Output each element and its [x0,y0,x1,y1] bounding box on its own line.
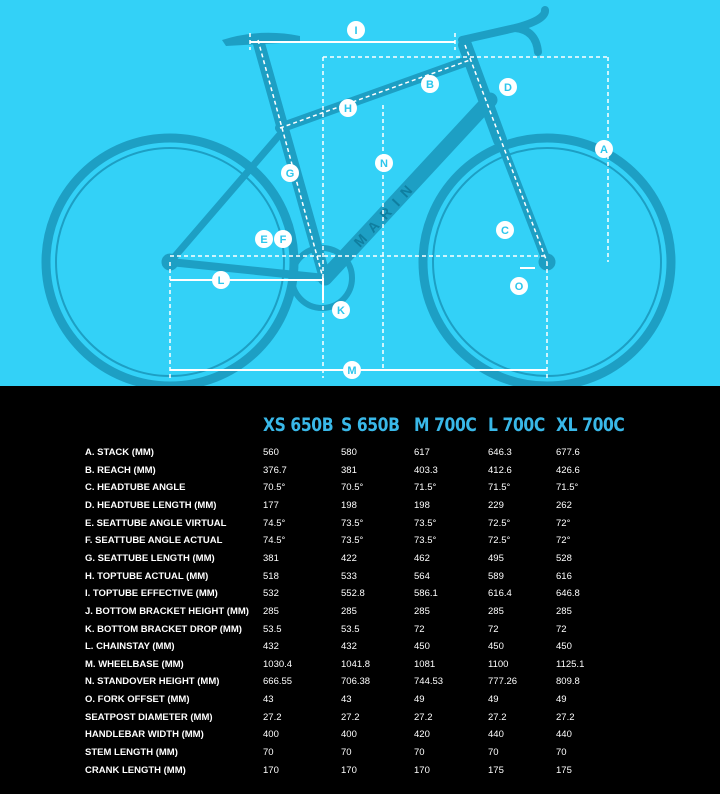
table-cell: 777.26 [488,676,518,688]
table-cell: 198 [414,499,430,511]
table-cell: 420 [414,729,430,741]
table-cell: 49 [414,694,425,706]
table-cell: 74.5° [263,517,286,529]
table-cell: 450 [488,641,504,653]
svg-text:M: M [347,365,357,377]
table-cell: 49 [488,694,499,706]
row-label: E. SEATTUBE ANGLE VIRTUAL [85,517,227,529]
svg-text:H: H [344,103,352,115]
table-cell: 586.1 [414,588,438,600]
geometry-table [0,386,720,794]
table-cell: 175 [556,764,572,776]
table-cell: 426.6 [556,464,580,476]
svg-text:K: K [337,305,345,317]
table-cell: 564 [414,570,430,582]
table-cell: 72 [556,623,567,635]
table-cell: 1030.4 [263,658,293,670]
table-cell: 27.2 [341,711,360,723]
table-cell: 677.6 [556,447,580,458]
table-cell: 198 [341,499,357,511]
marker-k [332,301,350,319]
svg-text:C: C [501,225,509,237]
table-cell: 71.5° [556,482,579,494]
table-cell: 646.8 [556,588,580,600]
table-cell: 177 [263,499,279,511]
row-label: HANDLEBAR WIDTH (MM) [85,729,204,741]
table-row [0,532,720,550]
table-cell: 71.5° [414,482,437,494]
marker-e [255,230,273,248]
row-label: O. FORK OFFSET (MM) [85,694,190,706]
size-header-xl: XL 700C [556,414,625,436]
row-label: J. BOTTOM BRACKET HEIGHT (MM) [85,605,249,617]
table-row [0,585,720,603]
table-cell: 285 [341,605,357,617]
table-row [0,709,720,727]
table-row [0,462,720,480]
table-cell: 170 [341,764,357,776]
table-cell: 560 [263,447,279,458]
table-row [0,638,720,656]
marker-g [281,164,299,182]
table-cell: 70 [556,747,567,759]
table-cell: 744.53 [414,676,444,688]
table-row [0,497,720,515]
bike-illustration [0,0,720,386]
table-cell: 432 [341,641,357,653]
table-cell: 27.2 [556,711,575,723]
table-cell: 53.5 [341,623,360,635]
table-cell: 49 [556,694,567,706]
table-cell: 27.2 [414,711,433,723]
row-label: SEATPOST DIAMETER (MM) [85,711,213,723]
measurement-arrows [170,42,547,370]
table-cell: 27.2 [488,711,507,723]
table-cell: 175 [488,764,504,776]
table-cell: 432 [263,641,279,653]
table-cell: 1041.8 [341,658,371,670]
row-label: K. BOTTOM BRACKET DROP (MM) [85,623,242,635]
table-cell: 27.2 [263,711,282,723]
table-cell: 376.7 [263,464,287,476]
table-cell: 70.5° [263,482,286,494]
table-cell: 495 [488,552,504,564]
size-header-xs: XS 650B [263,414,334,436]
table-cell: 70 [488,747,499,759]
row-label: I. TOPTUBE EFFECTIVE (MM) [85,588,218,600]
svg-text:L: L [217,275,225,287]
table-row [0,673,720,691]
table-cell: 73.5° [341,517,364,529]
marker-l [212,271,230,289]
table-cell: 70 [341,747,352,759]
table-cell: 1081 [414,658,436,670]
table-row [0,550,720,568]
marker-c [496,221,514,239]
table-cell: 285 [263,605,279,617]
svg-text:B: B [426,79,434,91]
table-cell: 53.5 [263,623,282,635]
svg-text:A: A [600,144,608,156]
svg-text:N: N [380,158,388,170]
svg-text:F: F [279,234,287,246]
table-row [0,621,720,639]
marker-h [339,99,357,117]
svg-text:O: O [514,281,524,293]
table-cell: 580 [341,447,357,458]
table-cell: 72° [556,535,571,547]
table-row [0,568,720,586]
table-row [0,656,720,674]
row-label: B. REACH (MM) [85,464,156,476]
table-cell: 646.3 [488,447,512,458]
table-cell: 70 [263,747,274,759]
marker-f [274,230,292,248]
table-row [0,762,720,780]
saddle [222,33,300,46]
table-cell: 616 [556,570,572,582]
table-cell: 518 [263,570,279,582]
table-cell: 440 [556,729,572,741]
table-cell: 74.5° [263,535,286,547]
table-cell: 72.5° [488,535,511,547]
row-label: H. TOPTUBE ACTUAL (MM) [85,570,209,582]
table-cell: 71.5° [488,482,511,494]
frame-brand-text: MARIN [350,176,421,251]
table-row [0,444,720,462]
table-cell: 170 [263,764,279,776]
table-cell: 666.55 [263,676,293,688]
table-row [0,744,720,762]
table-cell: 403.3 [414,464,438,476]
table-cell: 450 [414,641,430,653]
table-cell: 72 [414,623,425,635]
marker-m [343,361,361,379]
table-row [0,726,720,744]
row-label: N. STANDOVER HEIGHT (MM) [85,676,220,688]
table-row [0,479,720,497]
marker-i [347,21,365,39]
table-cell: 400 [341,729,357,741]
table-cell: 809.8 [556,676,580,688]
table-cell: 381 [341,464,357,476]
table-cell: 617 [414,447,430,458]
table-cell: 285 [488,605,504,617]
table-cell: 412.6 [488,464,512,476]
table-cell: 706.38 [341,676,371,688]
row-label: A. STACK (MM) [85,447,154,458]
table-cell: 70 [414,747,425,759]
table-cell: 440 [488,729,504,741]
table-cell: 72 [488,623,499,635]
table-row [0,691,720,709]
row-label: CRANK LENGTH (MM) [85,764,186,776]
table-cell: 285 [414,605,430,617]
table-cell: 589 [488,570,504,582]
row-label: STEM LENGTH (MM) [85,747,178,759]
table-cell: 528 [556,552,572,564]
table-cell: 285 [556,605,572,617]
table-cell: 1125.1 [556,658,585,670]
table-cell: 422 [341,552,357,564]
size-header-s: S 650B [341,414,400,436]
table-row [0,515,720,533]
size-header-l: L 700C [488,414,545,436]
svg-text:E: E [260,234,268,246]
row-label: M. WHEELBASE (MM) [85,658,184,670]
svg-text:D: D [504,82,512,94]
svg-text:G: G [285,168,295,180]
table-cell: 73.5° [414,517,437,529]
table-cell: 72° [556,517,571,529]
svg-text:I: I [354,25,358,37]
handlebar [462,10,545,52]
table-cell: 229 [488,499,504,511]
table-cell: 170 [414,764,430,776]
row-label: C. HEADTUBE ANGLE [85,482,186,494]
row-label: G. SEATTUBE LENGTH (MM) [85,552,215,564]
table-cell: 450 [556,641,572,653]
table-cell: 70.5° [341,482,364,494]
marker-o [510,277,528,295]
row-label: L. CHAINSTAY (MM) [85,641,175,653]
table-cell: 381 [263,552,279,564]
table-cell: 552.8 [341,588,365,600]
table-cell: 262 [556,499,572,511]
marker-b [421,75,439,93]
table-cell: 400 [263,729,279,741]
table-cell: 73.5° [414,535,437,547]
table-cell: 462 [414,552,430,564]
bike-geometry-diagram [0,0,720,386]
marker-d [499,78,517,96]
table-cell: 533 [341,570,357,582]
row-label: D. HEADTUBE LENGTH (MM) [85,499,217,511]
table-row [0,603,720,621]
table-cell: 73.5° [341,535,364,547]
table-cell: 43 [263,694,274,706]
table-cell: 72.5° [488,517,511,529]
table-cell: 43 [341,694,352,706]
table-cell: 1100 [488,658,509,670]
marker-a [595,140,613,158]
size-header-m: M 700C [414,414,477,436]
table-cell: 532 [263,588,279,600]
table-cell: 616.4 [488,588,512,600]
marker-n [375,154,393,172]
row-label: F. SEATTUBE ANGLE ACTUAL [85,535,223,547]
